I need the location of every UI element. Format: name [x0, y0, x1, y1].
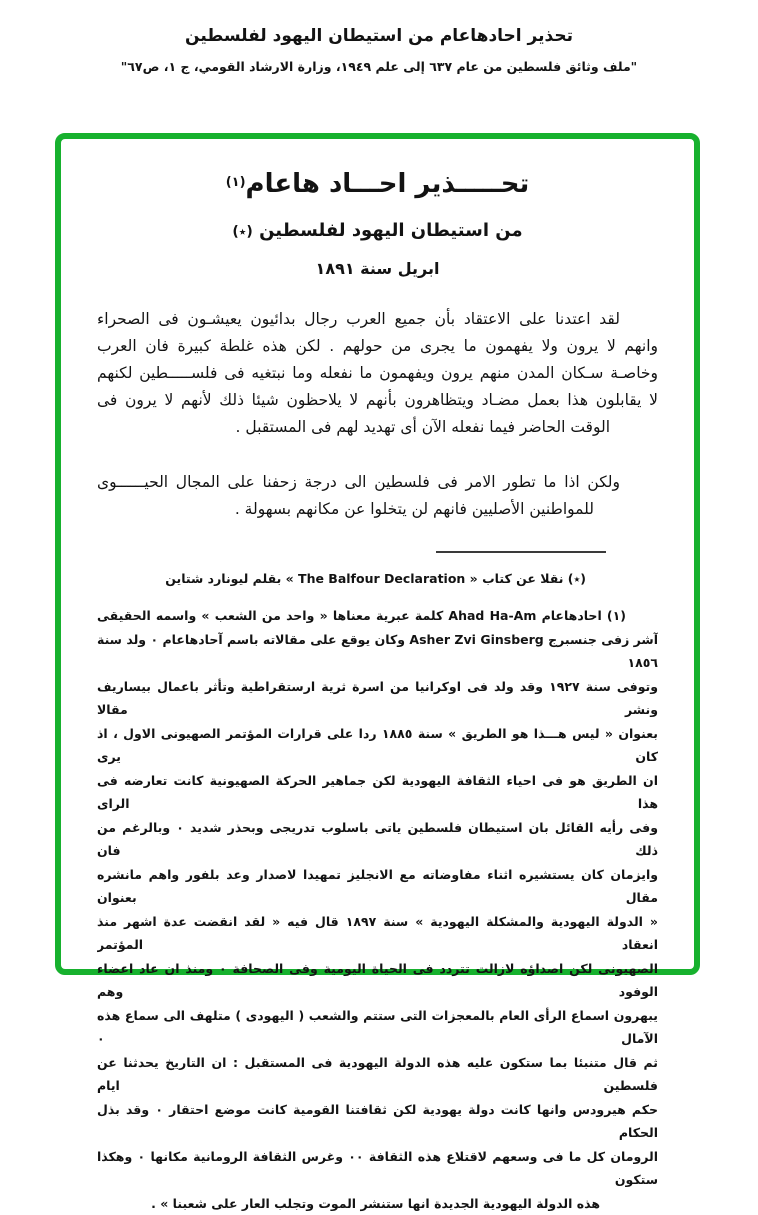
paragraph-1-line: لقد اعتدنا على الاعتقاد بأن جميع العرب رجال بدائيون يعيشـون فى الصحراء [97, 306, 658, 333]
document-subtitle [97, 220, 658, 241]
paragraph-2 [97, 469, 658, 523]
document-title-text: تحـــــذير احـــاد هاعام [246, 169, 530, 199]
document-subtitle-text: من استيطان اليهود لفلسطين [259, 220, 523, 241]
footnote-1-line: آشر زفى جنسبرج Asher Zvi Ginsberg وكان يوقع على مقالاته باسم آحادهاعام ٠ ولد سنة ١٨٥٦ [97, 628, 658, 675]
document-green-frame [55, 133, 700, 975]
paragraph-1-line: لا يقابلون هذا بعمل مضـاد ويتظاهرون بأنهم لا يلاحظون شيئا ذلك لأنهم لا يرون فى [97, 387, 658, 414]
document-date: ابريل سنة ١٨٩١ [97, 259, 658, 278]
footnote-1-line: ثم قال متنبئا بما ستكون عليه هذه الدولة اليهودية فى المستقبل : ان التاريخ يحدثنا عن فلسطين ايام [97, 1051, 658, 1098]
footnote-1-line: الرومان كل ما فى وسعهم لاقتلاع هذه الثقافة ٠٠ وغرس الثقافة الرومانية مكانها ٠ وهكذا ستكون [97, 1145, 658, 1192]
paragraph-1-line: الوقت الحاضر فيما نفعله الآن أى تهديد لهم فى المستقبل . [97, 414, 658, 441]
footnote-ref-star: (٭) [232, 224, 252, 240]
footnote-1-line: هذه الدولة اليهودية الجديدة انها ستنشر الموت وتجلب العار على شعبنا » . [97, 1192, 658, 1215]
footnote-star: (٭) نقلا عن كتاب « The Balfour Declaration » بقلم ليونارد شتاين [97, 568, 658, 590]
page-header-source-citation: "ملف وثائق فلسطين من عام ٦٣٧ إلى علم ١٩٤٩، وزارة الارشاد القومي، ج ١، ص٦٧" [0, 59, 758, 74]
page-header-title: تحذير احادهاعام من استيطان اليهود لفلسطين [0, 26, 758, 46]
footnote-1-line: وفى رأيه القائل بان استيطان فلسطين ياتى باسلوب تدريجى وبحذر شديد ٠ وبالرغم من ذلك فان [97, 816, 658, 863]
footnote-1-line: يبهرون اسماع الرأى العام بالمعجزات التى ستتم والشعب ( اليهودى ) متلهف الى سماع هذه الآمال ٠ [97, 1004, 658, 1051]
paragraph-2-line: ولكن اذا ما تطور الامر فى فلسطين الى درجة زحفنا على المجال الحيــــــوى [97, 469, 658, 496]
footnote-1-line: بعنوان « ليس هـــذا هو الطريق » سنة ١٨٨٥ ردا على قرارات المؤتمر الصهيونى الاول ، اذ كان يرى [97, 722, 658, 769]
paragraph-2-line: للمواطنين الأصليين فانهم لن يتخلوا عن مكانهم بسهولة . [97, 496, 658, 523]
footnote-1-line: الصهيونى لكن اصداؤه لازالت تتردد فى الحياة اليومية وفى الصحافة ٠ ومنذ ان عاد اعضاء الوفود وهم [97, 957, 658, 1004]
document-title [97, 169, 658, 199]
footnote-1-line: ان الطريق هو فى احياء الثقافة اليهودية لكن جماهير الحركة الصهيونية كانت تعارضه فى هذا الراى [97, 769, 658, 816]
footnote-1-line: وتوفى سنة ١٩٢٧ وقد ولد فى اوكرانيا من اسرة ثرية ارستقراطية وتأثر باعمال بيساريف ونشر مقالا [97, 675, 658, 722]
page-header [0, 0, 758, 74]
paragraph-1-line: وخاصـة سـكان المدن منهم يرون ويفهمون ما نفعله وما نبتغيه فى فلســـــطين لكنهم [97, 360, 658, 387]
footnote-1-line: حكم هيرودس وانها كانت دولة يهودية لكن ثقافتنا القومية كانت موضع احتقار ٠ وقد بذل الحكام [97, 1098, 658, 1145]
footnote-1-line: وايزمان كان يستشيره اثناء مفاوضاته مع الانجليز تمهيدا لاصدار وعد بلفور واهم مانشره مقال بعنوان [97, 863, 658, 910]
paragraph-1-line: وانهم لا يرون ولا يفهمون ما يجرى من حولهم . لكن هذه غلطة كبيرة فان العرب [97, 333, 658, 360]
footnote-ref-1: (١) [226, 175, 246, 190]
paragraph-1 [97, 306, 658, 441]
footnote-1-line: « الدولة اليهودية والمشكلة اليهودية » سنة ١٨٩٧ قال فيه « لقد انقضت عدة اشهر منذ انعقاد المؤتمر [97, 910, 658, 957]
footnote-separator-rule [436, 551, 606, 553]
footnote-1 [97, 604, 658, 1215]
footnote-1-line: (١) احادهاعام Ahad Ha-Am كلمة عبرية معناها « واحد من الشعب » واسمه الحقيقى [97, 604, 658, 628]
